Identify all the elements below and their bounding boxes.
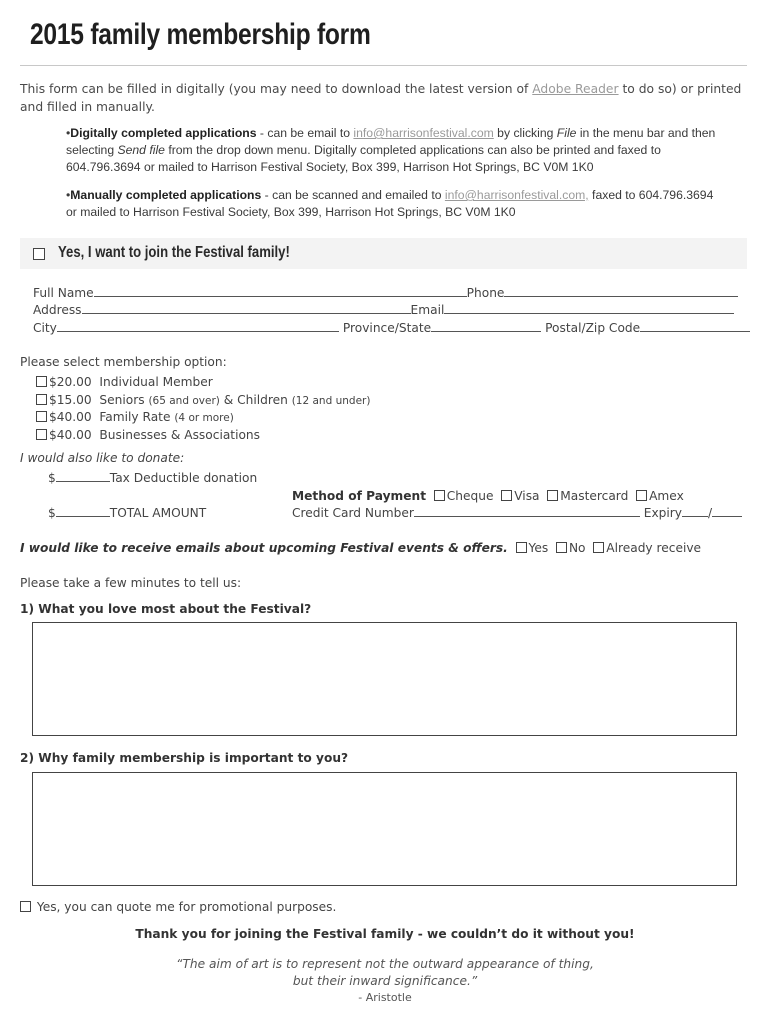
province-field[interactable] [431, 320, 541, 332]
option-price: $20.00 [49, 375, 92, 389]
mastercard-checkbox[interactable] [547, 490, 558, 501]
quote-author: - Aristotle [358, 991, 412, 1004]
donate-heading: I would also like to donate: [20, 451, 185, 465]
digital-applications-bullet [66, 125, 726, 176]
payment-option-label: Mastercard [560, 489, 629, 503]
seniors-checkbox[interactable] [36, 394, 47, 405]
option-label: Individual Member [99, 375, 213, 389]
payment-option-label: Visa [514, 489, 540, 503]
emails-option-label: No [568, 541, 586, 555]
join-checkbox[interactable] [33, 248, 45, 260]
bullet-mark: • [66, 188, 71, 202]
digital-applications-heading: Digitally completed applications [70, 126, 257, 140]
credit-card-field[interactable] [414, 505, 640, 517]
file-menu-text: File [556, 126, 577, 140]
bullet-text: - can be scanned and emailed to [261, 188, 445, 202]
credit-card-label: Credit Card Number [292, 506, 414, 520]
option-price: $15.00 [49, 393, 92, 407]
quote-permission-row [20, 899, 336, 915]
membership-option-individual [36, 374, 213, 390]
join-label: Yes, I want to join the Festival family! [58, 244, 290, 261]
expiry-year-field[interactable] [712, 505, 742, 517]
full-name-field[interactable] [94, 285, 467, 297]
email-field[interactable] [444, 302, 734, 314]
donation-amount-field[interactable] [56, 470, 110, 482]
donation-label: Tax Deductible donation [109, 471, 258, 485]
province-label: Province/State [342, 321, 432, 335]
email-link[interactable]: info@harrisonfestival.com, [444, 188, 589, 202]
emails-option-label: Already receive [606, 541, 702, 555]
expiry-separator: / [708, 506, 713, 520]
option-price: $40.00 [49, 428, 92, 442]
total-amount-field[interactable] [56, 505, 110, 517]
bullet-text: in the menu bar and then selecting [66, 126, 716, 157]
option-note: (65 and over) [148, 395, 220, 407]
emails-row [20, 540, 701, 556]
total-row [48, 505, 206, 521]
email-label: Email [410, 303, 445, 317]
currency-symbol: $ [48, 506, 56, 520]
currency-symbol: $ [48, 471, 56, 485]
city-row [33, 320, 750, 336]
emails-question: I would like to receive emails about upcoming Festival events & offers. [20, 541, 508, 555]
form-title: 2015 family membership form [30, 18, 371, 51]
option-price: $40.00 [49, 410, 92, 424]
bullet-text: - can be email to [256, 126, 354, 140]
bullet-text: by clicking [493, 126, 557, 140]
membership-prompt: Please select membership option: [20, 355, 227, 369]
option-label: & Children [219, 393, 292, 407]
thank-you-message: Thank you for joining the Festival family - we couldn’t do it without you! [135, 927, 635, 941]
question-2-answer-box[interactable] [32, 772, 737, 886]
postal-field[interactable] [640, 320, 750, 332]
email-link[interactable]: info@harrisonfestival.com [353, 126, 494, 140]
question-1-label: 1) What you love most about the Festival? [20, 602, 312, 616]
total-label: TOTAL AMOUNT [109, 506, 207, 520]
payment-method-row [292, 488, 684, 504]
option-note: (4 or more) [174, 412, 234, 424]
payment-option-label: Amex [649, 489, 684, 503]
membership-option-family [36, 409, 234, 426]
business-checkbox[interactable] [36, 429, 47, 440]
intro-text-before: This form can be filled in digitally (you may need to download the latest version of [20, 82, 533, 96]
manual-applications-heading: Manually completed applications [70, 188, 262, 202]
tell-us-prompt: Please take a few minutes to tell us: [20, 576, 242, 590]
payment-method-label: Method of Payment [292, 489, 427, 503]
adobe-reader-link[interactable]: Adobe Reader [532, 82, 619, 96]
intro-text-after: to do so) or printed and filled in manually. [20, 82, 742, 114]
expiry-label: Expiry [643, 506, 683, 520]
quote-line-1: “The aim of art is to represent not the outward appearance of thing, [176, 957, 594, 971]
family-checkbox[interactable] [36, 411, 47, 422]
individual-checkbox[interactable] [36, 376, 47, 387]
bullet-text: from the drop down menu. Digitally completed applications can also be printed and faxed to 604.796.3694 or mailed to Harrison Festival Society, Box 399, Harrison Hot Springs, BC V0M 1K0 [66, 143, 661, 174]
quote-line-2: but their inward significance.” [292, 974, 478, 988]
send-file-text: Send file [117, 143, 165, 157]
address-label: Address [33, 303, 82, 317]
full-name-row [33, 285, 738, 301]
intro-paragraph [20, 80, 750, 116]
emails-yes-checkbox[interactable] [516, 542, 527, 553]
quote-permission-checkbox[interactable] [20, 901, 31, 912]
emails-no-checkbox[interactable] [556, 542, 567, 553]
phone-field[interactable] [504, 285, 738, 297]
option-label: Family Rate [99, 410, 171, 424]
bullet-text: faxed to 604.796.3694 or mailed to Harrison Festival Society, Box 399, Harrison Hot Springs, BC V0M 1K0 [66, 188, 714, 219]
postal-label: Postal/Zip Code [545, 321, 641, 335]
question-2-label: 2) Why family membership is important to you? [20, 751, 349, 765]
expiry-month-field[interactable] [682, 505, 708, 517]
credit-card-row [292, 505, 742, 521]
city-label: City [33, 321, 57, 335]
emails-option-label: Yes [528, 541, 549, 555]
option-label: Seniors [99, 393, 145, 407]
manual-applications-bullet [66, 187, 726, 221]
amex-checkbox[interactable] [636, 490, 647, 501]
option-label: Businesses & Associations [99, 428, 260, 442]
phone-label: Phone [466, 286, 505, 300]
donation-row [48, 470, 257, 486]
quote-permission-label: Yes, you can quote me for promotional purposes. [36, 900, 337, 914]
option-note: (12 and under) [291, 395, 371, 407]
membership-option-business [36, 427, 260, 443]
address-field[interactable] [82, 302, 411, 314]
full-name-label: Full Name [33, 286, 94, 300]
cheque-checkbox[interactable] [434, 490, 445, 501]
title-divider [20, 65, 747, 66]
bullet-mark: • [66, 126, 71, 140]
city-field[interactable] [57, 320, 339, 332]
membership-option-seniors [36, 392, 370, 409]
visa-checkbox[interactable] [501, 490, 512, 501]
address-row [33, 302, 734, 318]
question-1-answer-box[interactable] [32, 622, 737, 736]
emails-already-checkbox[interactable] [593, 542, 604, 553]
payment-option-label: Cheque [446, 489, 494, 503]
